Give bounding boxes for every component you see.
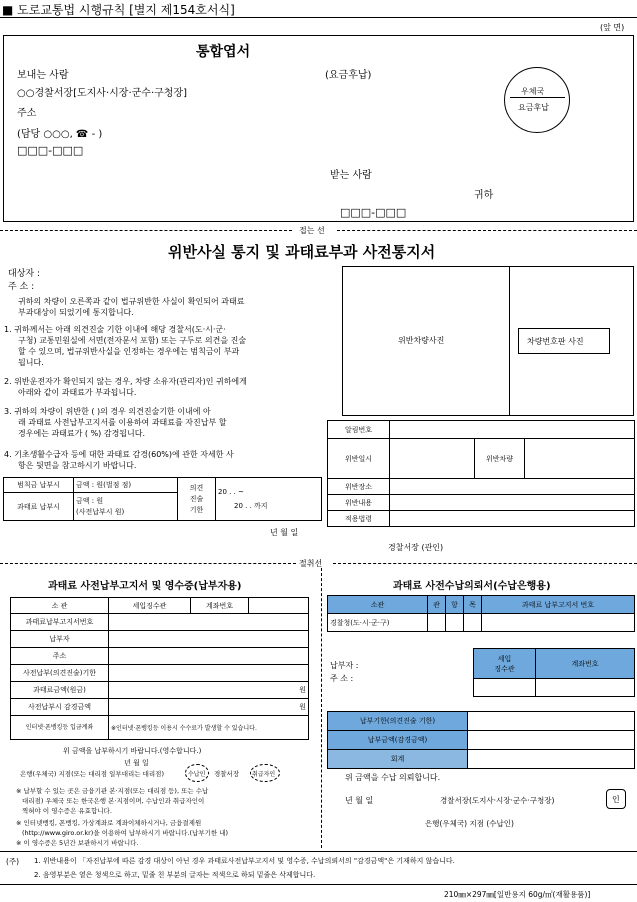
notice-item-1-line-4: 됩니다. — [18, 358, 44, 367]
receipt-principal-value: 원 — [109, 682, 309, 699]
sender-office: ○○경찰서장[도지사·시장·군수·구청장] — [17, 88, 188, 99]
bank-office-header: 소관 — [328, 596, 428, 614]
bank-fiscal-value — [468, 750, 635, 769]
notice-item-2-line-1: 2. 위반운전자가 확인되지 않는 경우, 차량 소유자(관리자)인 귀하에게 — [4, 377, 247, 386]
bank-mok-value — [464, 614, 482, 632]
receipt-office-label: 소 관 — [11, 598, 109, 614]
bank-tax-office-value — [474, 679, 536, 697]
bank-notice-no-header: 과태료 납부고지서 번호 — [482, 596, 635, 614]
violation-vehicle-label: 위반차량 — [475, 439, 525, 479]
receipt-note-5: (http://www.giro.or.kr)을 이용하여 납부하시기 바랍니다.(납부기한 내) — [22, 829, 229, 837]
period-to: 20 . . 까지 — [234, 502, 268, 510]
receipt-note-3: 찍혀야 이 영수증은 유효합니다. — [22, 807, 112, 815]
notice-item-3-line-3: 경우에는 과태료가 ( %) 감경됩니다. — [18, 429, 146, 438]
violation-info-table — [327, 420, 635, 527]
receipt-police-chief: 경찰서장 — [214, 770, 240, 778]
bank-payer-label: 납부자 : — [330, 661, 359, 670]
notice-issuer: 경찰서장 (관인) — [388, 543, 444, 552]
receipt-address-label: 주소 — [11, 648, 109, 665]
bank-account-label: 계좌번호 — [536, 649, 635, 679]
bank-form-top-table — [327, 595, 635, 632]
footnote-rule — [0, 851, 637, 852]
tax-office-line-1: 세입 — [497, 654, 512, 663]
cut-line-label: 절취선 — [299, 559, 323, 568]
violation-place-label: 위반장소 — [328, 479, 390, 495]
honorific-label: 귀하 — [474, 190, 494, 201]
violation-content-label: 위반내용 — [328, 495, 390, 511]
bank-hang-value — [446, 614, 464, 632]
recipient-zip: □□□-□□□ — [340, 206, 407, 219]
bank-branch-line: 은행(우체국) 지점 (수납인) — [425, 819, 514, 828]
receipt-note-6: ※ 이 영수증은 5년간 보관하시기 바랍니다. — [16, 839, 139, 847]
notice-item-3-line-1: 3. 귀하의 차량이 위반한 ( )의 경우 의견진술기한 이내에 아 — [4, 407, 211, 416]
receipt-reduced-label: 사전납부시 감경금액 — [11, 699, 109, 716]
bank-deadline-label: 납부기한(의견진술 기한) — [328, 712, 468, 731]
sender-zip: □□□-□□□ — [17, 144, 84, 157]
receipt-deadline-value — [109, 665, 309, 682]
receipt-account-label: 계좌번호 — [191, 598, 249, 614]
notice-item-1-line-2: 구청) 교통민원실에 서면(전자문서 포함) 또는 구두로 의견을 진술 — [18, 336, 247, 345]
notice-item-1-line-3: 할 수 있으며, 법규위반사실을 인정하는 경우에는 범칙금이 부과 — [18, 347, 240, 356]
fine-payment-table — [3, 477, 322, 521]
opinion-deadline-label — [178, 478, 216, 521]
bank-form-title: 과태료 사전수납의뢰서(수납은행용) — [393, 581, 551, 592]
receipt-address-value — [109, 648, 309, 665]
form-header-title: ■ 도로교통법 시행규칙 [별지 제154호서식] — [2, 3, 235, 17]
penalty-prepay-amount: (사전납부시 원) — [76, 507, 125, 516]
bank-date: 년 월 일 — [345, 796, 374, 805]
receipt-note-4: ※ 인터넷뱅킹, 폰뱅킹, 가상계좌로 계좌이체하시거나, 금융결제원 — [16, 819, 202, 827]
violation-date-label: 위반일시 — [328, 439, 390, 479]
bank-tax-office-table — [473, 648, 635, 697]
receipt-notice-no-label: 과태료납부고지서번호 — [11, 614, 109, 631]
bank-request: 위 금액을 수납 의뢰합니다. — [345, 773, 441, 782]
receipt-payer-label: 납부자 — [11, 631, 109, 648]
plate-photo-label: 차량번호판 사진 — [527, 337, 584, 346]
notice-no-label: 알림번호 — [328, 421, 390, 439]
sender-label: 보내는 사람 — [17, 70, 69, 81]
front-side-label: (앞 면) — [600, 23, 625, 32]
opinion-label-3: 기한 — [189, 505, 204, 514]
bank-fiscal-label: 회계 — [328, 750, 468, 769]
footnote-2: 2. 음영부분은 옅은 청색으로 하고, 밑줄 친 부분의 글자는 적색으로 하되 밑줄은 삭제합니다. — [34, 871, 316, 879]
bank-police-cell: 경찰청(도·시·군·구) — [328, 614, 428, 632]
envelope-title: 통합엽서 — [196, 44, 251, 60]
violation-content-value — [390, 495, 635, 511]
penalty-amount: 금액 : 원 — [76, 496, 104, 505]
cut-line-vertical — [321, 568, 322, 848]
opinion-deadline-period — [216, 478, 322, 521]
stamp-divider — [510, 97, 565, 98]
bank-notice-no-value — [482, 614, 635, 632]
bank-seal-label: 인 — [612, 795, 620, 804]
stamp-post-office: 우체국 — [521, 87, 545, 96]
target-label: 대상자 : — [8, 269, 40, 279]
bank-gwan-header: 관 — [428, 596, 446, 614]
bank-hang-header: 항 — [446, 596, 464, 614]
receipt-internet-note: ※인터넷·폰뱅킹등 이용시 수수료가 발생할 수 있습니다. — [109, 716, 309, 740]
bank-account-value — [536, 679, 635, 697]
bank-address-label: 주 소 : — [330, 674, 354, 683]
receipt-bank-line: 은행(우체국) 지점(또는 대리점 일부대리는 대리점) — [20, 770, 164, 778]
receipt-request: 위 금액을 납부하시기 바랍니다.(영수합니다.) — [63, 747, 202, 755]
penalty-amount-cell — [74, 493, 178, 521]
notice-no-value — [390, 421, 635, 439]
receipt-deadline-label: 사전납부(의견진술)기한 — [11, 665, 109, 682]
period-from: 20 . . ~ — [218, 488, 244, 496]
receipt-reduced-value: 원 — [109, 699, 309, 716]
notice-intro-2: 부과대상이 되었기에 통지합니다. — [18, 308, 134, 317]
notice-title: 위반사실 통지 및 과태료부과 사전통지서 — [168, 243, 436, 261]
cut-line-right — [333, 563, 637, 564]
fine-amount: 금액 : 원(벌점 점) — [74, 478, 178, 493]
paper-spec: 210㎜×297㎜[일반용지 60g/㎡(재활용품)] — [444, 890, 591, 899]
penalty-label: 과태료 납부시 — [4, 493, 74, 521]
violation-vehicle-value — [525, 439, 635, 479]
stamp-postage-paid: 요금후납 — [518, 103, 549, 112]
bank-tax-office-label — [474, 649, 536, 679]
violation-date-value — [390, 439, 475, 479]
receipt-note-1: ※ 납부할 수 있는 곳은 금융기관 본·지점(또는 대리점 등), 또는 수납 — [16, 787, 209, 795]
notice-item-4-line-1: 4. 기초생활수급자 등에 대한 과태료 감경(60%)에 관한 자세한 사 — [4, 450, 234, 459]
legal-basis-label: 적용법령 — [328, 511, 390, 527]
bank-amount-label: 납부금액(감경금액) — [328, 731, 468, 750]
receipt-title: 과태료 사전납부고지서 및 영수증(납부자용) — [48, 581, 242, 592]
bank-amount-table — [327, 711, 635, 769]
receipt-account-value — [249, 598, 309, 614]
legal-basis-value — [390, 511, 635, 527]
fold-line-label: 접는 선 — [299, 226, 325, 235]
tax-office-line-2: 징수관 — [494, 664, 515, 673]
notice-item-1-line-1: 1. 귀하께서는 아래 의견진술 기한 이내에 해당 경찰서(도·시·군· — [4, 325, 226, 334]
opinion-label-2: 진술 — [189, 494, 204, 503]
receipt-date: 년 월 일 — [124, 759, 149, 767]
footer-rule — [0, 884, 637, 885]
footnote-1: 1. 위반내용이 「자진납부에 따른 감경 대상이 아닌 경우 과태료사전납부고지서 및 영수증, 수납의뢰서의 "감경금액"은 기재하지 않습니다. — [34, 857, 455, 865]
contact-line: (담당 ○○○, ☎ - ) — [17, 129, 103, 140]
violation-place-value — [390, 479, 635, 495]
address-label: 주소 — [17, 108, 37, 119]
fold-line-left — [0, 230, 292, 231]
bank-deadline-value — [468, 712, 635, 731]
notice-date: 년 월 일 — [270, 528, 299, 537]
receipt-tax-office-label: 세입징수관 — [109, 598, 191, 614]
receipt-principal-label: 과태료금액(원금) — [11, 682, 109, 699]
receipt-internet-label: 인터넷·폰뱅킹등 입금계좌 — [11, 716, 109, 740]
postage-stamp-circle — [504, 67, 570, 133]
receipt-payer-value — [109, 631, 309, 648]
notice-address-label: 주 소 : — [8, 282, 35, 292]
notice-intro-1: 귀하의 차량이 오른쪽과 같이 법규위반한 사실이 확인되어 과태료 — [18, 297, 245, 306]
receipt-table — [10, 597, 309, 740]
receipt-notice-no-value — [109, 614, 309, 631]
notice-item-4-line-2: 항은 뒷면을 참고하시기 바랍니다. — [18, 461, 137, 470]
bank-issuer: 경찰서장(도지사·시장·군수·구청장) — [440, 796, 555, 805]
cut-line-left — [0, 563, 296, 564]
notice-item-2-line-2: 아래와 같이 과태료가 부과됩니다. — [18, 388, 137, 397]
receipt-stamp-label: 수납인 — [188, 771, 206, 778]
bank-mok-header: 목 — [464, 596, 482, 614]
fold-line-right — [337, 230, 637, 231]
opinion-label-1: 의견 — [189, 483, 204, 492]
bank-amount-value — [468, 731, 635, 750]
receipt-note-2: 대리점) 우체국 또는 한국은행 본·지점이며, 수납인과 취급자인이 — [22, 797, 205, 805]
treasury-stamp-label: 취급자인 — [252, 771, 276, 778]
notice-item-3-line-2: 래 과태료 사전납부고지서를 이용하여 과태료를 자진납부 할 — [18, 418, 227, 427]
header-rule — [0, 17, 637, 18]
bank-gwan-value — [428, 614, 446, 632]
vehicle-photo-label: 위반차량사진 — [398, 336, 445, 345]
recipient-label: 받는 사람 — [330, 170, 372, 181]
footnote-label: (주) — [6, 857, 20, 866]
fine-label: 범칙금 납부시 — [4, 478, 74, 493]
postage-paid-label: (요금후납) — [325, 70, 372, 81]
